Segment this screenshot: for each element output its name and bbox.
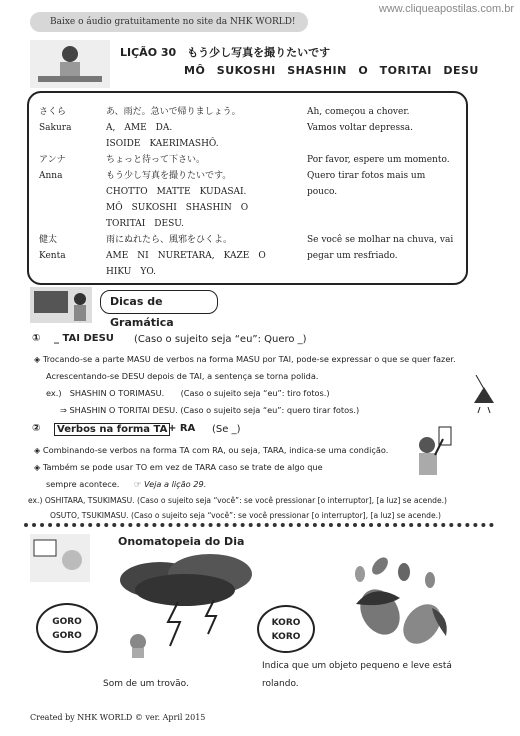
- grammar-tips-heading: Dicas de Gramática: [100, 290, 218, 314]
- line-pt: Por favor, espere um momento.: [307, 155, 450, 165]
- grammar1-heading: _ TAI DESU: [54, 333, 114, 344]
- speaker-kenta-jp: 健太: [39, 235, 58, 245]
- line-romaji: ISOIDE KAERIMASHÔ.: [106, 139, 219, 149]
- grammar2-example: OSUTO, TSUKIMASU. (Caso o sujeito seja “você”: se você pressionar [o interruptor], [a luz] se acende.): [50, 511, 442, 520]
- lamp-illustration: [470, 375, 498, 415]
- onomatopoeia-illustration: [30, 534, 90, 582]
- student-illustration: [30, 40, 110, 88]
- lesson-title: LIÇÃO 30 もう少し写真を撮りたいです: [120, 46, 331, 59]
- light-switch-illustration: [405, 425, 467, 483]
- speaker-sakura-jp: さくら: [39, 107, 67, 117]
- line-jp: 雨にぬれたら、風邪をひくよ。: [106, 235, 233, 245]
- line-pt: Vamos voltar depressa.: [307, 123, 413, 133]
- line-romaji: A, AME DA.: [106, 123, 173, 133]
- audio-banner: Baixe o áudio gratuitamente no site da NHK WORLD!: [30, 12, 308, 32]
- line-pt: pegar um resfriado.: [307, 251, 398, 261]
- section-divider: [24, 523, 494, 529]
- grammar2-example: ex.) OSHITARA, TSUKIMASU. (Caso o sujeito seja “você”: se você pressionar [o interruptor], [a luz] se acende.): [28, 496, 448, 505]
- grammar1-text: ◈ Trocando-se a parte MASU de verbos na forma MASU por TAI, pode-se expressar o que se quer fazer.: [34, 354, 456, 364]
- speaker-kenta: Kenta: [39, 251, 66, 261]
- site-url[interactable]: www.cliqueapostilas.com.br: [378, 3, 514, 15]
- onomatopoeia-caption-2: Indica que um objeto pequeno e leve está: [262, 661, 452, 671]
- grammar2-reference: ☞ Veja a lição 29.: [134, 479, 207, 489]
- grammar1-note: (Caso o sujeito seja “eu”: Quero _): [134, 334, 307, 345]
- line-pt: Se você se molhar na chuva, vai: [307, 235, 454, 245]
- line-pt: Quero tirar fotos mais um: [307, 171, 426, 181]
- storm-cloud-illustration: [110, 550, 260, 660]
- grammar2-note: (Se _): [212, 424, 241, 435]
- line-pt: Ah, começou a chover.: [307, 107, 410, 117]
- grammar2-number: ②: [32, 423, 41, 434]
- onomatopoeia-caption-2: rolando.: [262, 679, 299, 689]
- line-romaji: AME NI NURETARA, KAZE O: [106, 251, 266, 261]
- speech-bubble-koro: [257, 605, 315, 653]
- speaker-anna: Anna: [39, 171, 63, 181]
- grammar1-text: Acrescentando-se DESU depois de TAI, a sentença se torna polida.: [46, 371, 319, 381]
- bubble-text: GORO: [52, 617, 82, 627]
- grammar2-text: sempre acontece.: [46, 479, 120, 489]
- speaker-anna-jp: アンナ: [39, 155, 66, 165]
- speaker-sakura: Sakura: [39, 123, 72, 133]
- lesson-romaji: MÔ SUKOSHI SHASHIN O TORITAI DESU: [184, 64, 479, 77]
- grammar2-text: ◈ Combinando-se verbos na forma TA com RA, ou seja, TARA, indica-se uma condição.: [34, 445, 389, 455]
- line-pt: pouco.: [307, 187, 338, 197]
- line-romaji: HIKU YO.: [106, 267, 157, 277]
- grammar2-heading-plus: + RA: [168, 423, 196, 434]
- line-romaji: TORITAI DESU.: [106, 219, 184, 229]
- line-jp: あ、雨だ。急いで帰りましょう。: [106, 107, 241, 117]
- teacher-illustration: [30, 287, 92, 323]
- onomatopoeia-caption-1: Som de um trovão.: [103, 679, 189, 689]
- line-romaji: MÔ SUKOSHI SHASHIN O: [106, 203, 249, 213]
- footer-credit: Created by NHK WORLD © ver. April 2015: [30, 713, 206, 722]
- bubble-text: GORO: [52, 631, 82, 641]
- grammar1-example: ⇒ SHASHIN O TORITAI DESU. (Caso o sujeito seja “eu”: quero tirar fotos.): [60, 405, 360, 415]
- grammar2-heading: Verbos na forma TA: [54, 423, 170, 436]
- bubble-text: KORO: [271, 632, 301, 642]
- line-jp: もう少し写真を撮りたいです。: [106, 171, 232, 181]
- speech-bubble-goro: [36, 603, 98, 653]
- grammar1-example: ex.) SHASHIN O TORIMASU. (Caso o sujeito seja “eu”: tiro fotos.): [46, 388, 330, 398]
- line-jp: ちょっと待って下さい。: [106, 155, 206, 165]
- grammar1-number: ①: [32, 333, 41, 344]
- line-romaji: CHOTTO MATTE KUDASAI.: [106, 187, 247, 197]
- bubble-text: KORO: [271, 618, 301, 628]
- grammar2-text: ◈ Também se pode usar TO em vez de TARA caso se trate de algo que: [34, 462, 323, 472]
- acorn-illustration: [300, 552, 470, 652]
- onomatopoeia-title: Onomatopeia do Dia: [118, 535, 245, 548]
